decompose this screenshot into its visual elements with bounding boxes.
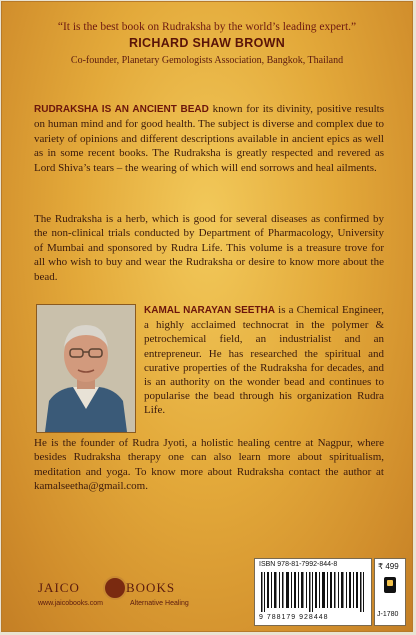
author-bio (144, 303, 384, 418)
publisher-emblem-icon (103, 576, 127, 600)
price-label: ₹ 499 (378, 562, 399, 571)
founder-paragraph: He is the founder of Rudra Jyoti, a holistic healing centre at Nagpur, where besides Rudraksha therapy one can also learn more about spiritualism, meditation and yoga. To know more about Rudraksha contact the author at kamalseetha@gmail.com. (34, 437, 384, 493)
barcode-digits: 9 788179 928448 (259, 614, 329, 621)
author-photo (36, 304, 136, 433)
book-category: Alternative Healing (130, 600, 189, 607)
barcode-box (254, 558, 372, 626)
book-icon (384, 577, 396, 593)
publisher-name-left: JAICO (38, 580, 80, 595)
book-code: J-1780 (377, 611, 399, 618)
intro-paragraph (34, 102, 384, 175)
intro-lead: RUDRAKSHA IS AN ANCIENT BEAD (34, 104, 209, 115)
isbn-number: ISBN 978-81-7992-844-8 (259, 561, 338, 568)
publisher-logo (38, 580, 208, 620)
author-name: KAMAL NARAYAN SEETHA (144, 305, 276, 316)
publisher-website: www.jaicobooks.com (38, 600, 103, 607)
barcode-icon (261, 572, 365, 612)
publisher-name-right: BOOKS (126, 580, 176, 595)
endorser-name: RICHARD SHAW BROWN (128, 36, 286, 50)
back-cover (2, 2, 412, 631)
herb-paragraph: The Rudraksha is a herb, which is good for several diseases as confirmed by the non-clinical trials conducted by Department of Pharmacology, University of Mumbai and sponsored by Rudra Life. This volume is a treasure trove for all who wish to buy and wear the Rudraksha or desire to know more about the bead. (34, 213, 384, 283)
price-box (374, 558, 406, 626)
author-bio-text: is a Chemical Engineer, a highly acclaimed technocrat in the polymer & petrochemical field, an industrialist and an entrepreneur. He has researched the spiritual and curative properties of the Rudraksha for decades, and is an authority on the wonder bead and continues to popularise the bead through his organization Rudra Life. (144, 304, 384, 417)
intro-text: known for its divinity, positive results on human mind and for good health. The subject is diverse and complex due to variety of opinions and different descriptions available in ancient epics as well as in some recent books. The Rudraksha is greatly respected and revered as Lord Shiva’s tears – the wearing of which will end sorrows and heal ailments. (34, 103, 384, 174)
endorser-title: Co-founder, Planetary Gemologists Association, Bangkok, Thailand (70, 55, 344, 66)
endorsement-quote: “It is the best book on Rudraksha by the world’s leading expert.” (57, 21, 357, 33)
